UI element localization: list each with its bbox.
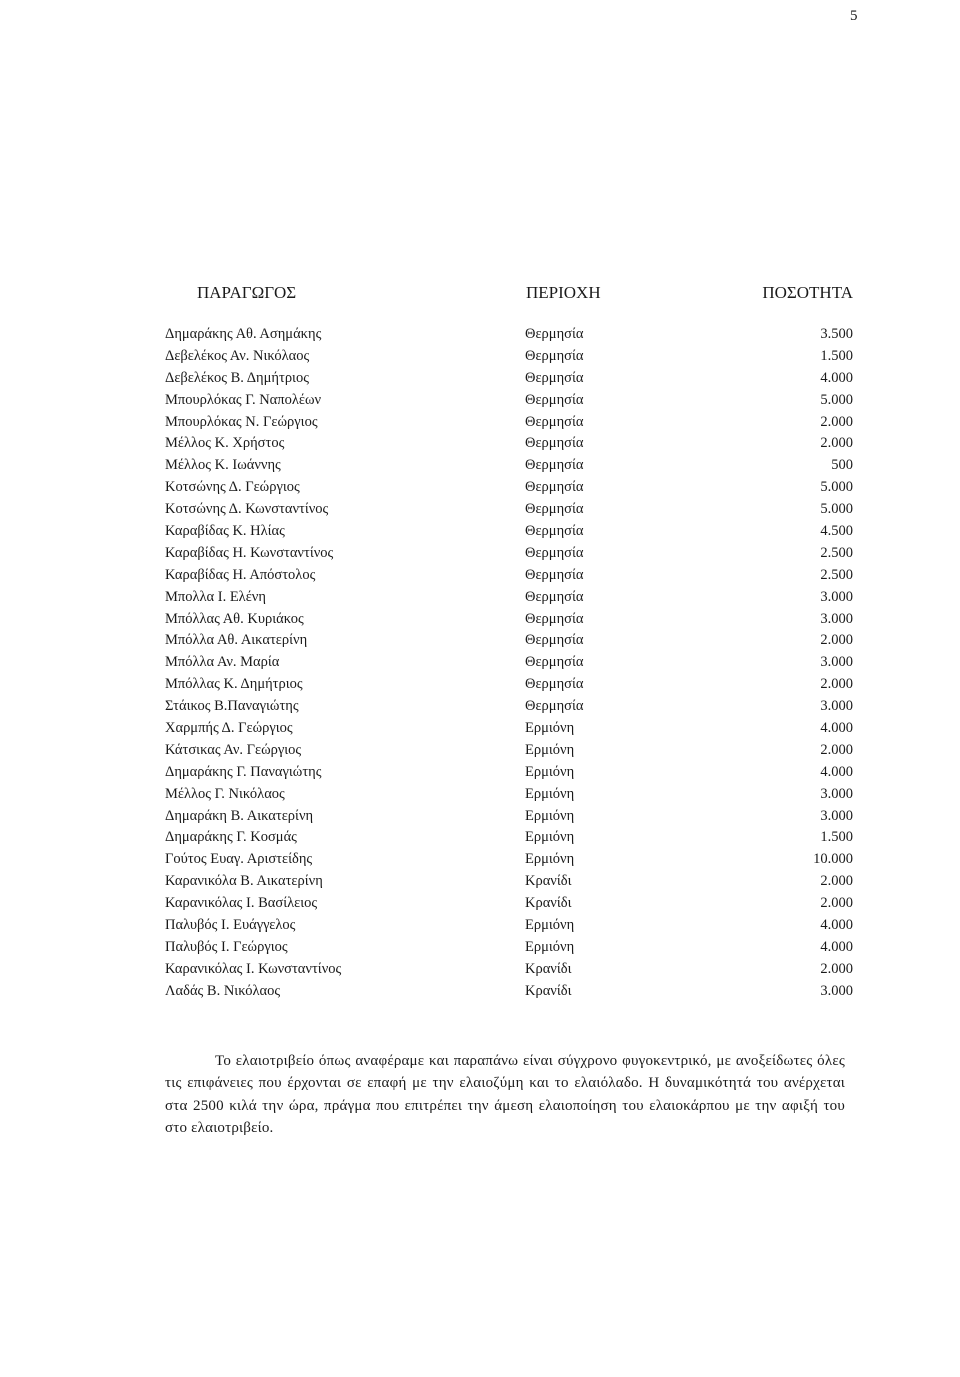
cell-producer: Καραβίδας Η. Απόστολος (165, 566, 316, 583)
table-row (165, 369, 853, 391)
cell-quantity: 4.000 (820, 763, 853, 780)
cell-producer: Καρανικόλα Β. Αικατερίνη (165, 873, 323, 890)
cell-quantity: 10.000 (813, 851, 853, 868)
cell-producer: Λαδάς Β. Νικόλαος (165, 982, 281, 999)
table-row (165, 610, 853, 632)
cell-quantity: 3.000 (820, 610, 853, 627)
table-row (165, 588, 853, 610)
cell-producer: Δημαράκη Β. Αικατερίνη (165, 807, 314, 824)
table-row (165, 566, 853, 588)
cell-region: Ερμιόνη (525, 917, 575, 934)
cell-quantity: 3.000 (820, 654, 853, 671)
table-row (165, 916, 853, 938)
producer-table (165, 283, 853, 1004)
header-quantity: ΠΟΣΟΤΗΤΑ (762, 283, 853, 302)
cell-producer: Μπουρλόκας Ν. Γεώργιος (165, 413, 318, 430)
table-row (165, 413, 853, 435)
table-row (165, 391, 853, 413)
table-row (165, 894, 853, 916)
table-row (165, 478, 853, 500)
cell-producer: Μπολλα Ι. Ελένη (165, 588, 266, 605)
cell-quantity: 4.500 (820, 523, 853, 540)
table-row (165, 522, 853, 544)
cell-producer: Κοτσώνης Δ. Γεώργιος (165, 479, 300, 496)
cell-producer: Μέλλος Κ. Χρήστος (165, 435, 285, 452)
cell-producer: Γούτος Ευαγ. Αριστείδης (165, 851, 313, 868)
cell-quantity: 5.000 (820, 501, 853, 518)
cell-region: Ερμιόνη (525, 851, 575, 868)
cell-quantity: 2.000 (820, 632, 853, 649)
cell-region: Θερμησία (525, 347, 584, 364)
cell-quantity: 2.000 (820, 741, 853, 758)
body-paragraph: Το ελαιοτριβείο όπως αναφέραμε και παραπάνω είναι σύγχρονο φυγοκεντρικό, με ανοξείδωτες όλες τις επιφάνειες που έρχονται σε επαφή με την ελαιοζύμη και το ελαιόλαδο. Η δυναμικότητά του ανέρχεται στα 2500 κιλά την ώρα, πράγμα που επιτρέπει την άμεση ελαιοποίηση του ελαιοκάρπου με την αφιξή του στο ελαιοτριβείο. (165, 1053, 845, 1137)
cell-producer: Μπόλλας Κ. Δημήτριος (165, 676, 303, 693)
cell-region: Θερμησία (525, 654, 584, 671)
cell-producer: Μπόλλα Αν. Μαρία (165, 654, 280, 671)
cell-region: Θερμησία (525, 698, 584, 715)
cell-region: Κρανίδι (525, 960, 572, 977)
cell-quantity: 5.000 (820, 391, 853, 408)
cell-region: Θερμησία (525, 566, 584, 583)
cell-region: Θερμησία (525, 544, 584, 561)
cell-quantity: 1.500 (820, 347, 853, 364)
cell-producer: Δημαράκης Αθ. Ασημάκης (165, 326, 322, 342)
cell-quantity: 2.000 (820, 435, 853, 452)
cell-producer: Δεβελέκος Αν. Νικόλαος (165, 347, 310, 364)
cell-region: Ερμιόνη (525, 763, 575, 780)
table-row (165, 719, 853, 741)
cell-producer: Καρανικόλας Ι. Κωνσταντίνος (165, 960, 342, 977)
cell-quantity: 3.000 (820, 588, 853, 605)
cell-quantity: 3.500 (820, 326, 853, 342)
table-row (165, 675, 853, 697)
cell-producer: Κάτσικας Αν. Γεώργιος (165, 741, 302, 758)
table-row (165, 960, 853, 982)
cell-quantity: 2.500 (820, 566, 853, 583)
cell-region: Θερμησία (525, 632, 584, 649)
cell-region: Θερμησία (525, 479, 584, 496)
cell-producer: Δημαράκης Γ. Παναγιώτης (165, 763, 322, 780)
table-row (165, 872, 853, 894)
cell-quantity: 3.000 (820, 982, 853, 999)
table-row (165, 456, 853, 478)
cell-quantity: 2.000 (820, 413, 853, 430)
table-row (165, 434, 853, 456)
cell-region: Θερμησία (525, 588, 584, 605)
cell-region: Θερμησία (525, 457, 584, 474)
table-header (197, 283, 853, 305)
cell-region: Κρανίδι (525, 895, 572, 912)
cell-producer: Μέλλος Κ. Ιωάννης (165, 457, 281, 474)
table-row (165, 850, 853, 872)
header-producer: ΠΑΡΑΓΩΓΟΣ (197, 283, 297, 302)
cell-producer: Παλυβός Ι. Ευάγγελος (165, 917, 296, 934)
page-number: 5 (850, 8, 858, 24)
cell-producer: Παλυβός Ι. Γεώργιος (165, 938, 288, 955)
table-row (165, 347, 853, 369)
cell-producer: Μπουρλόκας Γ. Ναπολέων (165, 391, 322, 408)
cell-region: Ερμιόνη (525, 938, 575, 955)
cell-quantity: 2.000 (820, 676, 853, 693)
cell-region: Κρανίδι (525, 873, 572, 890)
cell-region: Ερμιόνη (525, 741, 575, 758)
cell-quantity: 4.000 (820, 938, 853, 955)
cell-quantity: 2.500 (820, 544, 853, 561)
table-row (165, 697, 853, 719)
table-row (165, 544, 853, 566)
cell-quantity: 4.000 (820, 917, 853, 934)
cell-quantity: 4.000 (820, 720, 853, 737)
cell-region: Ερμιόνη (525, 720, 575, 737)
table-row (165, 938, 853, 960)
cell-producer: Μέλλος Γ. Νικόλαος (165, 785, 285, 802)
cell-region: Θερμησία (525, 610, 584, 627)
cell-region: Ερμιόνη (525, 807, 575, 824)
cell-producer: Χαρμπής Δ. Γεώργιος (165, 720, 293, 737)
table-row (165, 807, 853, 829)
cell-quantity: 1.500 (820, 829, 853, 846)
cell-producer: Καρανικόλας Ι. Βασίλειος (165, 895, 318, 912)
cell-region: Θερμησία (525, 326, 584, 342)
cell-quantity: 3.000 (820, 698, 853, 715)
cell-quantity: 4.000 (820, 369, 853, 386)
cell-quantity: 3.000 (820, 785, 853, 802)
cell-producer: Δεβελέκος Β. Δημήτριος (165, 369, 309, 386)
cell-quantity: 3.000 (820, 807, 853, 824)
table-row (165, 653, 853, 675)
table-row (165, 325, 853, 347)
table-row (165, 741, 853, 763)
cell-region: Θερμησία (525, 369, 584, 386)
cell-quantity: 500 (831, 457, 853, 474)
table-row (165, 763, 853, 785)
cell-producer: Καραβίδας Κ. Ηλίας (165, 523, 285, 540)
table-row (165, 631, 853, 653)
cell-region: Ερμιόνη (525, 829, 575, 846)
cell-producer: Μπόλλα Αθ. Αικατερίνη (165, 632, 308, 649)
cell-quantity: 2.000 (820, 960, 853, 977)
cell-region: Θερμησία (525, 391, 584, 408)
table-row (165, 982, 853, 1004)
cell-region: Θερμησία (525, 501, 584, 518)
table-row (165, 785, 853, 807)
cell-producer: Καραβίδας Η. Κωνσταντίνος (165, 544, 334, 561)
cell-producer: Μπόλλας Αθ. Κυριάκος (165, 610, 304, 627)
header-region: ΠΕΡΙΟΧΗ (526, 283, 601, 302)
cell-region: Θερμησία (525, 676, 584, 693)
cell-producer: Στάικος Β.Παναγιώτης (165, 698, 299, 715)
cell-quantity: 5.000 (820, 479, 853, 496)
table-body (165, 325, 853, 1004)
cell-region: Θερμησία (525, 435, 584, 452)
cell-quantity: 2.000 (820, 895, 853, 912)
cell-region: Κρανίδι (525, 982, 572, 999)
cell-region: Θερμησία (525, 413, 584, 430)
cell-region: Θερμησία (525, 523, 584, 540)
cell-producer: Δημαράκης Γ. Κοσμάς (165, 829, 297, 846)
cell-region: Ερμιόνη (525, 785, 575, 802)
table-row (165, 500, 853, 522)
cell-quantity: 2.000 (820, 873, 853, 890)
table-row (165, 828, 853, 850)
cell-producer: Κοτσώνης Δ. Κωνσταντίνος (165, 501, 329, 518)
